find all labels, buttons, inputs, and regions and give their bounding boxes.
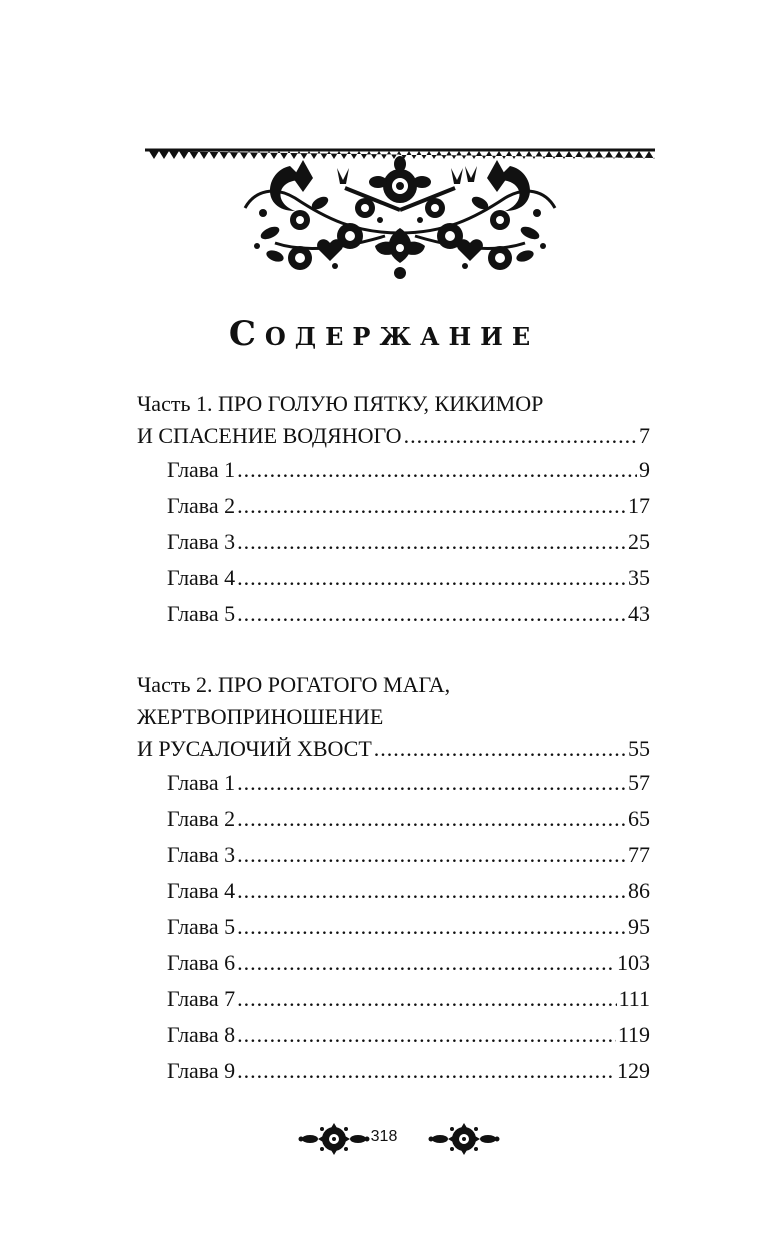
part-title-line[interactable]: ЖЕРТВОПРИНОШЕНИЕ <box>137 704 384 729</box>
dot-leader <box>237 909 626 945</box>
toc-part-1 <box>137 388 650 632</box>
page-number-footer: 318 <box>370 1128 398 1145</box>
page-number: 77 <box>628 842 650 867</box>
chapter-label: Глава 2 <box>167 806 236 831</box>
dot-leader <box>237 524 626 560</box>
toc-entry[interactable] <box>137 524 650 560</box>
dot-leader <box>237 1017 616 1053</box>
toc-entry[interactable] <box>137 560 650 596</box>
dot-leader <box>237 1053 615 1089</box>
part-title-line: И СПАСЕНИЕ ВОДЯНОГО <box>137 423 402 448</box>
page-number: 103 <box>617 950 650 975</box>
chapter-label: Глава 9 <box>167 1058 236 1083</box>
dot-leader <box>237 488 626 524</box>
toc-entry[interactable] <box>137 873 650 909</box>
toc-entry[interactable] <box>137 1053 650 1089</box>
dot-leader <box>237 596 626 632</box>
page-number: 111 <box>618 986 650 1011</box>
page-number: 25 <box>628 529 650 554</box>
toc-entry[interactable] <box>137 1017 650 1053</box>
dot-leader <box>237 452 637 488</box>
page-title: Содержание <box>228 314 540 354</box>
page-number: 65 <box>628 806 650 831</box>
toc-entry[interactable] <box>137 909 650 945</box>
page-number: 119 <box>617 1022 650 1047</box>
chapter-label: Глава 2 <box>167 493 236 518</box>
chapter-label: Глава 7 <box>167 986 236 1011</box>
chapter-label: Глава 1 <box>167 457 236 482</box>
toc-entry[interactable] <box>137 733 650 765</box>
dot-leader <box>237 801 626 837</box>
chapter-label: Глава 8 <box>167 1022 236 1047</box>
page-number: 9 <box>639 457 650 482</box>
part-title-line: И РУСАЛОЧИЙ ХВОСТ <box>137 736 372 761</box>
toc-entry[interactable] <box>137 801 650 837</box>
page-number: 57 <box>628 770 650 795</box>
page-number: 95 <box>628 914 650 939</box>
dot-leader <box>237 765 626 801</box>
toc-entry[interactable] <box>137 945 650 981</box>
chapter-label: Глава 1 <box>167 770 236 795</box>
dot-leader <box>404 420 637 452</box>
page-footer <box>0 1122 768 1156</box>
folk-floral-ornament-icon <box>145 138 655 288</box>
page-number: 43 <box>628 601 650 626</box>
chapter-label: Глава 4 <box>167 878 236 903</box>
chapter-label: Глава 5 <box>167 914 236 939</box>
part-title-line[interactable]: Часть 2. ПРО РОГАТОГО МАГА, <box>137 672 451 697</box>
dot-leader <box>237 837 626 873</box>
toc-entry[interactable] <box>137 420 650 452</box>
dot-leader <box>237 560 626 596</box>
page-number: 7 <box>639 423 650 448</box>
chapter-label: Глава 3 <box>167 842 236 867</box>
dot-leader <box>237 873 626 909</box>
toc-entry[interactable] <box>137 596 650 632</box>
toc-entry[interactable] <box>137 765 650 801</box>
toc-entry[interactable] <box>137 452 650 488</box>
chapter-label: Глава 3 <box>167 529 236 554</box>
page-number: 35 <box>628 565 650 590</box>
page-number: 86 <box>628 878 650 903</box>
chapter-label: Глава 6 <box>167 950 236 975</box>
toc-entry[interactable] <box>137 488 650 524</box>
toc-part-2 <box>137 669 650 1089</box>
dot-leader <box>237 945 615 981</box>
part-title-line[interactable]: Часть 1. ПРО ГОЛУЮ ПЯТКУ, КИКИМОР <box>137 391 544 416</box>
page-number: 55 <box>628 736 650 761</box>
page-number: 129 <box>617 1058 650 1083</box>
toc-entry[interactable] <box>137 981 650 1017</box>
chapter-label: Глава 5 <box>167 601 236 626</box>
dot-leader <box>374 733 626 765</box>
folk-flower-ornament-icon <box>428 1122 500 1156</box>
chapter-label: Глава 4 <box>167 565 236 590</box>
table-of-contents <box>137 388 650 1126</box>
dot-leader <box>237 981 616 1017</box>
toc-entry[interactable] <box>137 837 650 873</box>
page-number: 17 <box>628 493 650 518</box>
